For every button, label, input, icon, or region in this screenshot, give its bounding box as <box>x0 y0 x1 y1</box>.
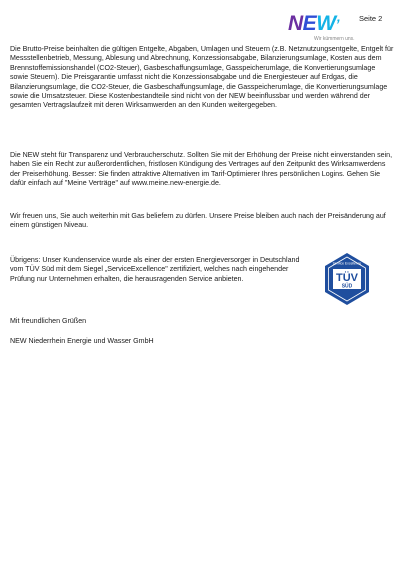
svg-text:Service Excellence: Service Excellence <box>332 261 362 266</box>
svg-text:TÜV: TÜV <box>336 272 358 284</box>
tuv-sud-seal-icon <box>320 252 374 306</box>
logo-wordmark: NEW’ <box>288 12 339 35</box>
price-components-paragraph: Die Brutto-Preise beinhalten die gültigen Entgelte, Abgaben, Umlagen und Steuern (z.B. Netznutzungsentgelte, Entgelt für Messstellenbetrieb, Messung, Ablesung und Abrechnung, Konzessionsabgabe, Bilanzierungsumlage, Kosten aus dem Brennstoffemissionshandel (CO2-Steuer), Gasbeschaffungsumlage, Gasspeicherumlage, die Konvertierungsumlage sowie Steuern). Die Preisgarantie umfasst nicht die Konzessionsabgabe und die Energiesteuer auf Erdgas, die Bilanzierungsumlage, die CO2-Steuer, die Gasbeschaffungsumlage, die Gasspeicherumlage, die Konvertierungsumlage sowie die Umsatzsteuer. Diese Kostenbestandteile sind nicht von der NEW beeinflussbar und werden während der gesamten Vertragslaufzeit mit deren Wirksamwerden an den Kunden weitergegeben. <box>10 45 394 110</box>
thank-you-paragraph: Wir freuen uns, Sie auch weiterhin mit Gas beliefern zu dürfen. Unsere Preise bleiben auch nach der Preisänderung auf einem günstigen Niveau. <box>10 212 386 230</box>
closing-salutation: Mit freundlichen Grüßen <box>10 317 87 325</box>
svg-text:SÜD: SÜD <box>341 283 353 290</box>
service-certification-paragraph: Übrigens: Unser Kundenservice wurde als einer der ersten Energieversorger in Deutschland vom TÜV Süd mit dem Siegel „ServiceExcellence" zertifiziert, welches nach eingehender Prüfung nur Unternehmen erhalten, die herausragenden Service anbieten. <box>10 256 300 283</box>
cancellation-rights-paragraph: Die NEW steht für Transparenz und Verbraucherschutz. Sollten Sie mit der Erhöhung der Preise nicht einverstanden sein, haben Sie ein Recht zur außerordentlichen, fristlosen Kündigung des Vertrages auf den Zeitpunkt des Wirksamwerdens der Preiserhöhung. Besser: Sie finden attraktive Alternativen im Tarif-Optimierer Ihres persönlichen Logins. Gehen Sie dafür einfach auf "Meine Verträge" auf www.meine.new-energie.de. <box>10 151 393 188</box>
logo-tagline: Wir kümmern uns. <box>314 36 355 42</box>
company-signature: NEW Niederrhein Energie und Wasser GmbH <box>10 337 154 345</box>
page-number: Seite 2 <box>359 14 383 23</box>
new-logo <box>288 12 355 48</box>
